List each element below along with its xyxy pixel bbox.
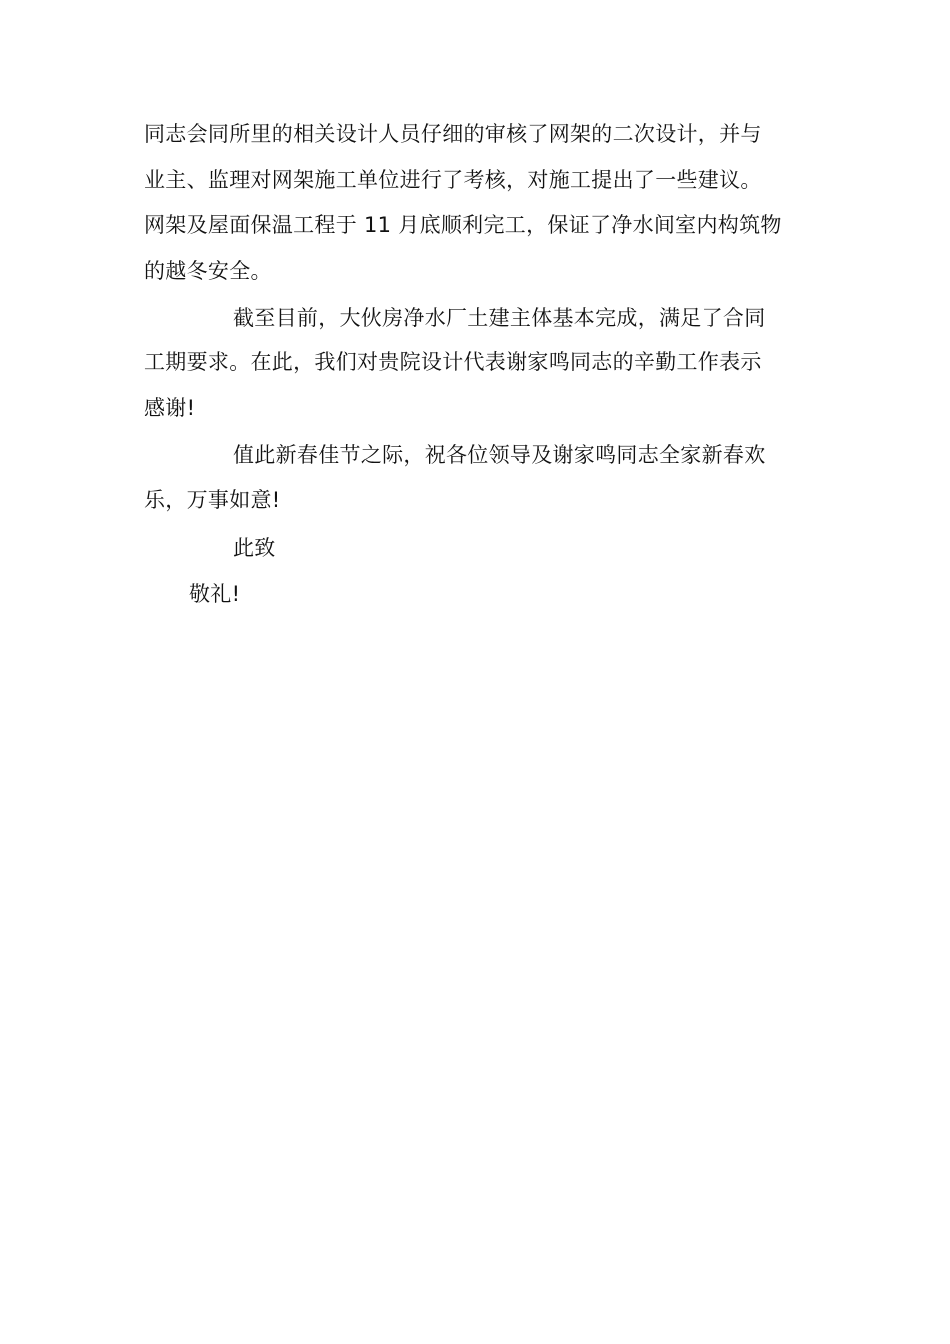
paragraph-2-line-1: 截至目前，大伙房净水厂土建主体基本完成，满足了合同 (233, 306, 766, 330)
paragraph-1-line-4: 的越冬安全。 (144, 259, 272, 283)
paragraph-3-line-2: 乐，万事如意! (144, 488, 281, 512)
paragraph-2-line-2: 工期要求。在此，我们对贵院设计代表谢家鸣同志的辛勤工作表示 (144, 350, 762, 374)
paragraph-1-line-3: 网架及屋面保温工程于 11 月底顺利完工，保证了净水间室内构筑物 (144, 213, 782, 237)
paragraph-1-line-1: 同志会同所里的相关设计人员仔细的审核了网架的二次设计，并与 (144, 122, 762, 146)
paragraph-2-line-3: 感谢! (144, 396, 196, 420)
paragraph-1-line-2: 业主、监理对网架施工单位进行了考核，对施工提出了一些建议。 (144, 168, 762, 192)
closing: 敬礼! (189, 582, 241, 606)
salutation: 此致 (233, 536, 276, 560)
paragraph-3-line-1: 值此新春佳节之际，祝各位领导及谢家鸣同志全家新春欢 (233, 443, 766, 467)
